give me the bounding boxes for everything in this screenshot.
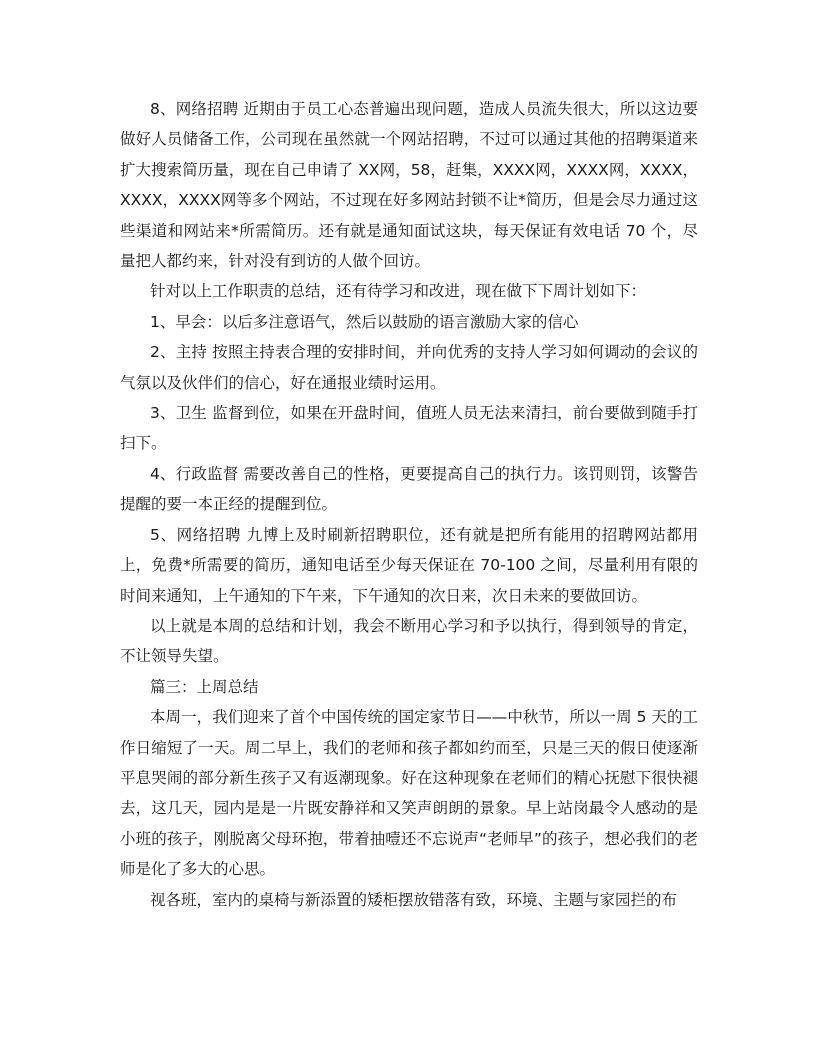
paragraph-plan-admin-supervision: 4、行政监督 需要改善自己的性格，更要提高自己的执行力。该罚则罚，该警告提醒的要一本正经的提醒到位。: [120, 464, 698, 514]
paragraph-plan-online-recruitment: 5、网络招聘 九博上及时刷新招聘职位，还有就是把所有能用的招聘网站都用上，免费*所需要的简历，通知电话至少每天保证在 70-100 之间，尽量利用有限的时间来通知，上午通知的下午来，下午通知的次日来，次日未来的要做回访。: [120, 525, 698, 605]
paragraph-plan-hosting: 2、主持 按照主持表合理的安排时间，并向优秀的支持人学习如何调动的会议的气氛以及伙伴们的信心，好在通报业绩时运用。: [120, 343, 698, 392]
section-heading-part-three: 篇三：上周总结: [150, 677, 259, 696]
document-body: [120, 94, 698, 915]
paragraph-next-week-plan-intro: 针对以上工作职责的总结，还有待学习和改进，现在做下下周计划如下：: [150, 282, 647, 301]
paragraph-classroom-inspection: 视各班，室内的桌椅与新添置的矮柜摆放错落有致，环境、主题与家园拦的布: [150, 890, 678, 909]
paragraph-plan-hygiene: 3、卫生 监督到位，如果在开盘时间，值班人员无法来清扫，前台要做到随手打扫下。: [120, 404, 698, 453]
paragraph-recruitment-online: 8、网络招聘 近期由于员工心态普遍出现问题，造成人员流失很大，所以这边要做好人员储备工作，公司现在虽然就一个网站招聘，不过可以通过其他的招聘渠道来扩大搜索简历量，现在自己申请了 XX网，58，赶集，XXXX网，XXXX网，XXXX，XXXX，XXXX网等多个网站，不过现在好多网站封锁不让*简历，但是会尽力通过这些渠道和网站来*所需简历。还有就是通知面试这块，每天保证有效电话 70 个，尽量把人都约来，针对没有到访的人做个回访。: [120, 100, 698, 271]
paragraph-plan-morning-meeting: 1、早会：以后多注意语气，然后以鼓励的语言激励大家的信心: [150, 312, 579, 331]
paragraph-weekly-summary: 本周一，我们迎来了首个中国传统的国定家节日——中秋节，所以一周 5 天的工作日缩短了一天。周二早上，我们的老师和孩子都如约而至，只是三天的假日使逐渐平息哭闹的部分新生孩子又有返潮现象。好在这种现象在老师们的精心抚慰下很快褪去，这几天，园内是是一片既安静祥和又笑声朗朗的景象。早上站岗最令人感动的是小班的孩子，刚脱离父母环抱，带着抽噎还不忘说声“老师早”的孩子，想必我们的老师是化了多大的心思。: [120, 708, 698, 879]
paragraph-closing: 以上就是本周的总结和计划，我会不断用心学习和予以执行，得到领导的肯定，不让领导失望。: [120, 616, 698, 666]
